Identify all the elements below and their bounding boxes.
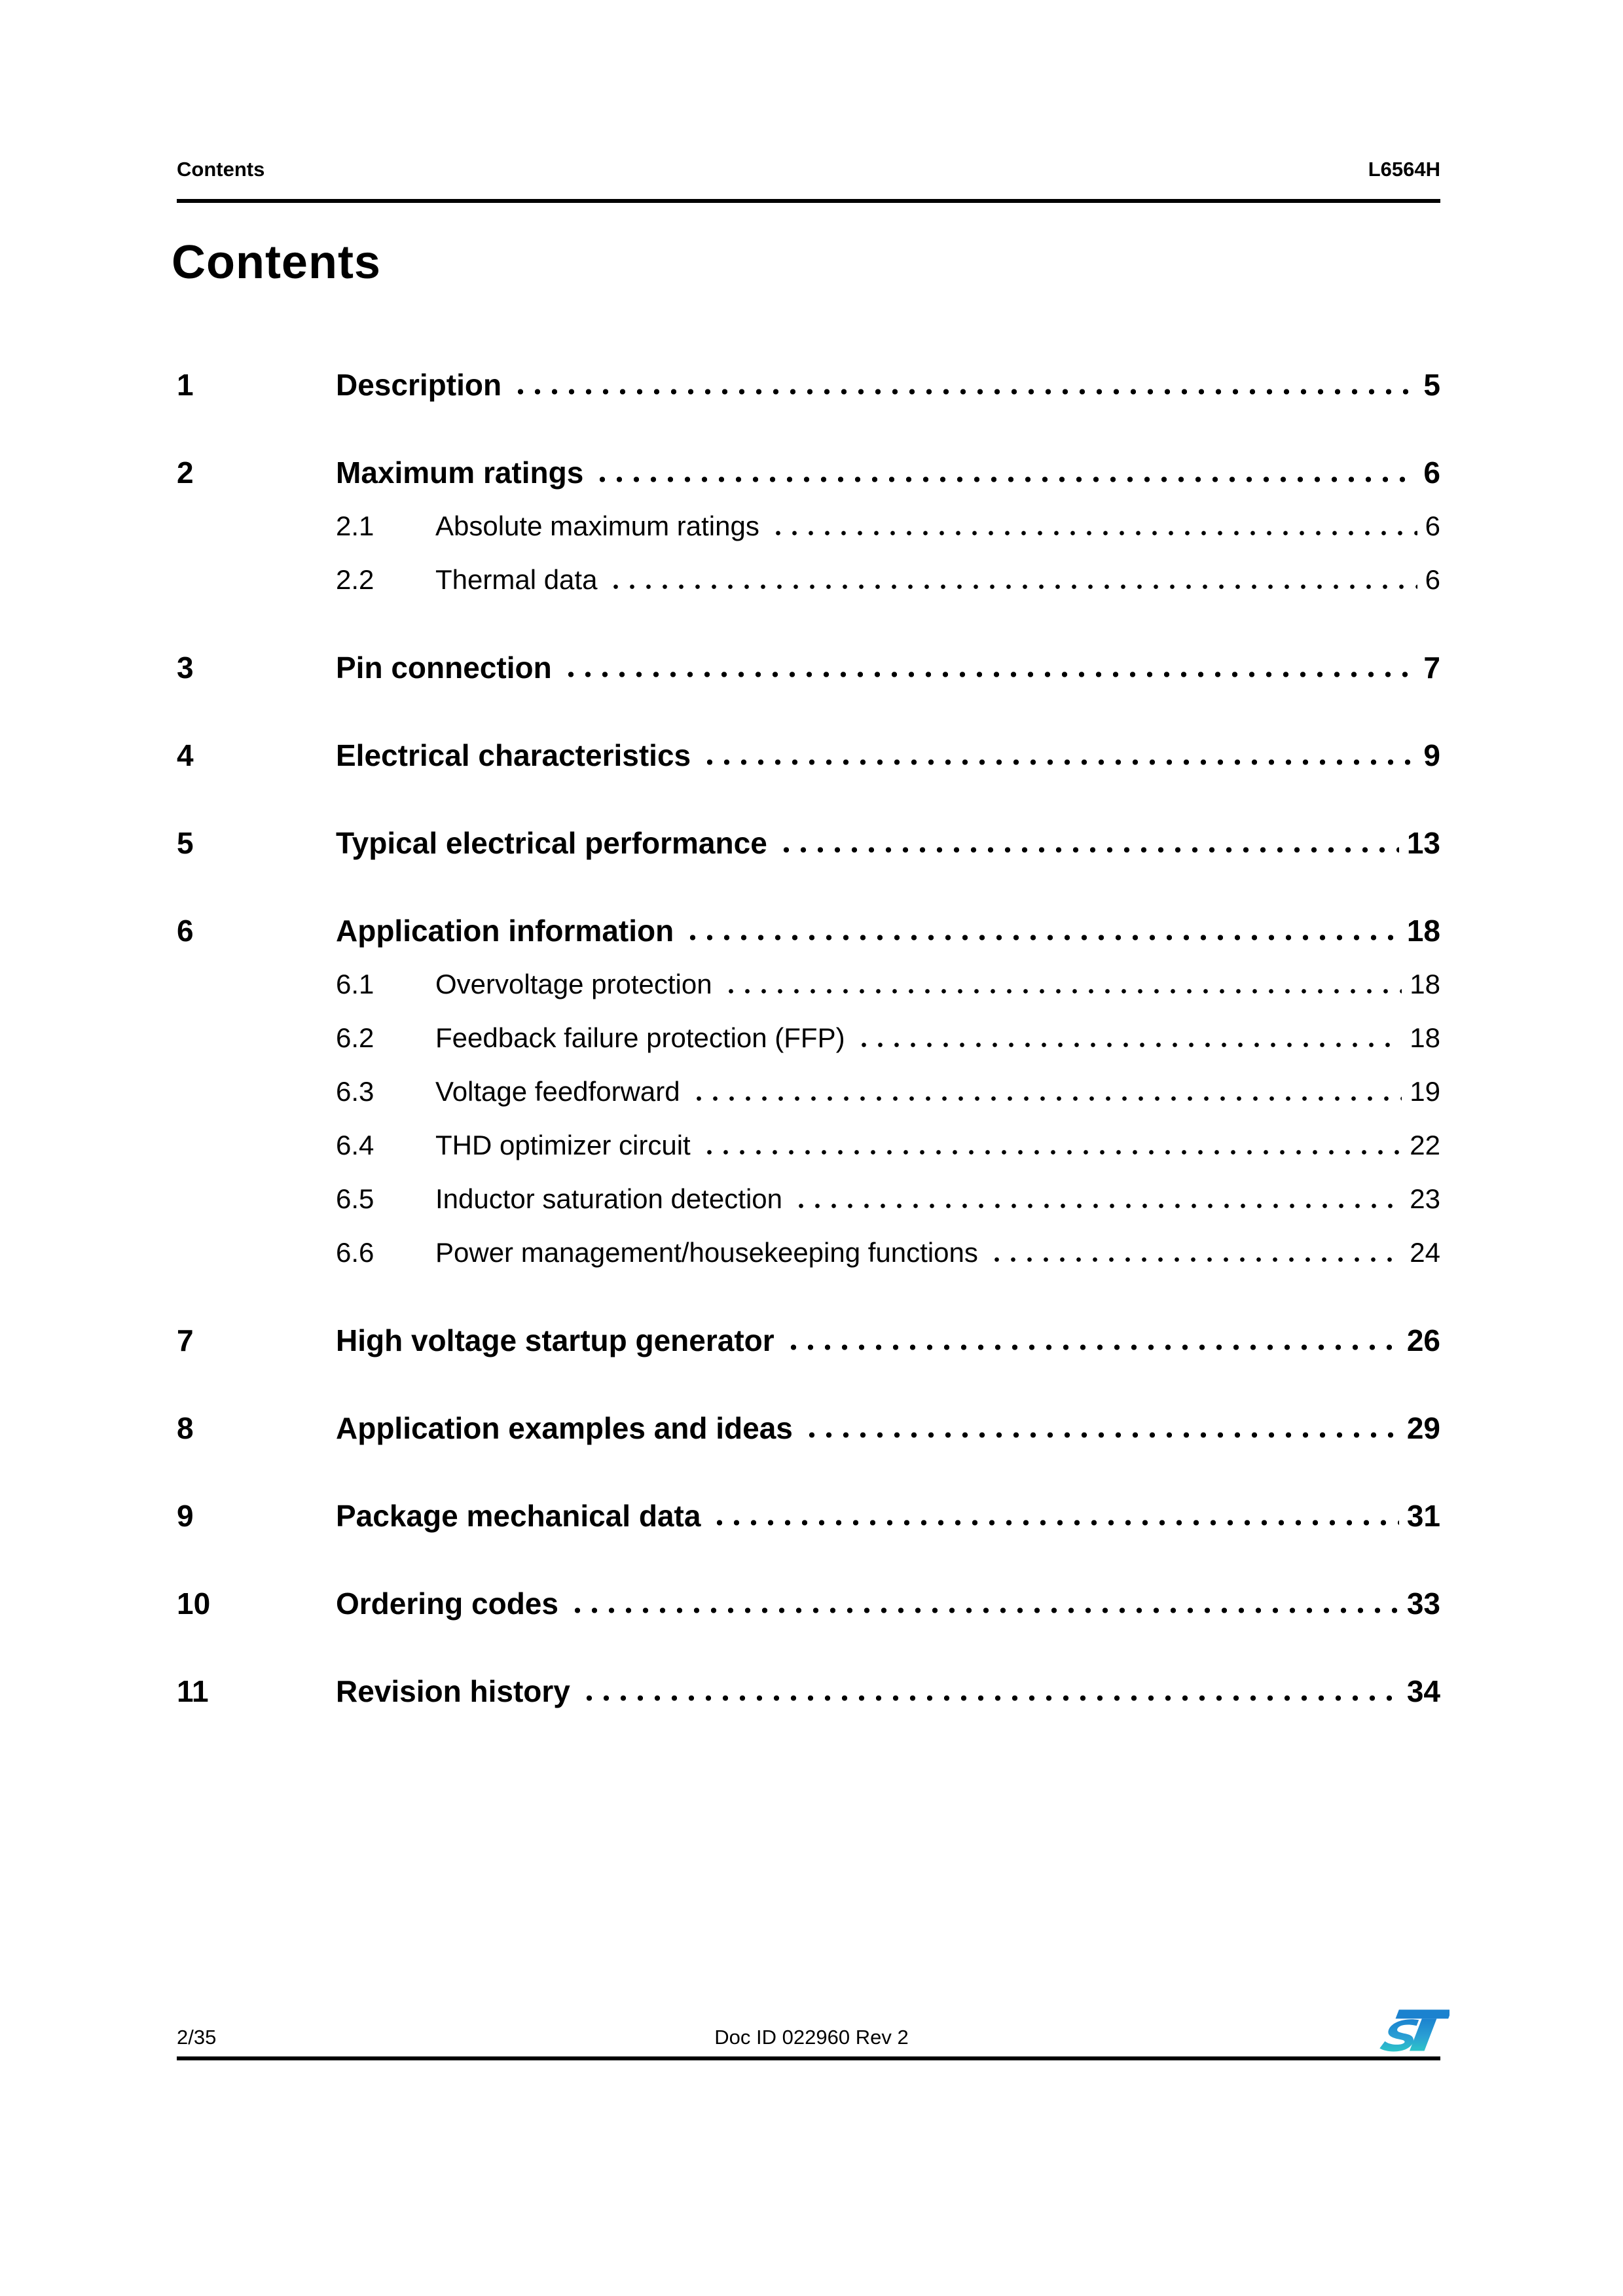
toc-entry-page: 18 (1406, 914, 1440, 948)
toc-entry-number: 2.1 (336, 511, 374, 541)
toc-entry-number: 8 (177, 1411, 194, 1445)
toc-entry-title: Ordering codes (336, 1587, 558, 1621)
toc-entry-number: 6.5 (336, 1183, 374, 1214)
toc-entry-page: 18 (1410, 1022, 1440, 1053)
page-title: Contents (172, 236, 381, 289)
toc-entry-page: 33 (1406, 1587, 1440, 1621)
toc-entry-number: 2 (177, 456, 194, 490)
toc-entry-page: 26 (1406, 1323, 1440, 1357)
toc-entry-page: 18 (1410, 969, 1440, 999)
toc-entry-page: 6 (1425, 564, 1440, 595)
toc-entry-title: Voltage feedforward (435, 1076, 680, 1107)
st-logo-graphic (1375, 2007, 1450, 2054)
toc-entry-title: Overvoltage protection (435, 969, 712, 999)
toc-entry-number: 5 (177, 826, 194, 860)
toc-entry-number: 6.2 (336, 1022, 374, 1053)
st-logo (1375, 2007, 1450, 2054)
toc-entry-title: Description (336, 368, 502, 402)
toc-entry-title: Maximum ratings (336, 456, 584, 490)
toc-entry-page: 9 (1423, 738, 1440, 772)
toc-entry-number: 11 (177, 1674, 209, 1708)
toc-entry-title: Application information (336, 914, 674, 948)
toc-entry-number: 6.6 (336, 1237, 374, 1268)
toc-entry-title: Thermal data (435, 564, 598, 595)
toc-entry-title: Application examples and ideas (336, 1411, 793, 1445)
toc-entry-page: 31 (1406, 1499, 1440, 1533)
toc-entry-number: 6.1 (336, 969, 374, 999)
toc-entry-title: Absolute maximum ratings (435, 511, 759, 541)
header-section-label: Contents (177, 158, 265, 181)
footer-doc-id: Doc ID 022960 Rev 2 (714, 2026, 909, 2049)
toc-entry-page: 13 (1406, 826, 1440, 860)
toc-entry-page: 19 (1410, 1076, 1440, 1107)
toc-entry-number: 7 (177, 1323, 194, 1357)
toc-entry-number: 6.3 (336, 1076, 374, 1107)
toc-entry-title: Package mechanical data (336, 1499, 701, 1533)
toc-entry-number: 10 (177, 1587, 211, 1621)
toc-entry-title: Typical electrical performance (336, 826, 767, 860)
toc-entry-number: 6 (177, 914, 194, 948)
toc-entry-page: 7 (1423, 651, 1440, 685)
footer-page-indicator: 2/35 (177, 2026, 217, 2049)
toc-entry-title: THD optimizer circuit (435, 1130, 691, 1160)
toc-entry-number: 4 (177, 738, 194, 772)
toc-entry-page: 34 (1406, 1674, 1440, 1708)
toc-entry-title: High voltage startup generator (336, 1323, 775, 1357)
toc-entry-page: 29 (1406, 1411, 1440, 1445)
toc-entry-title: Power management/housekeeping functions (435, 1237, 978, 1268)
toc-entry-page: 6 (1425, 511, 1440, 541)
toc-entry-title: Electrical characteristics (336, 738, 691, 772)
header-product-label: L6564H (1368, 158, 1440, 181)
toc-entry-page: 24 (1410, 1237, 1440, 1268)
toc-entry-page: 22 (1410, 1130, 1440, 1160)
toc-entry-page: 23 (1410, 1183, 1440, 1214)
toc-entry-number: 6.4 (336, 1130, 374, 1160)
toc-entry-number: 3 (177, 651, 194, 685)
toc-entry-title: Inductor saturation detection (435, 1183, 783, 1214)
toc-entry-number: 2.2 (336, 564, 374, 595)
toc-entry-page: 6 (1423, 456, 1440, 490)
toc-entry-title: Pin connection (336, 651, 552, 685)
toc-entry-title: Feedback failure protection (FFP) (435, 1022, 845, 1053)
toc-entry-page: 5 (1423, 368, 1440, 402)
toc-entry-number: 9 (177, 1499, 194, 1533)
footer-rule (177, 2056, 1440, 2060)
toc-entry-number: 1 (177, 368, 194, 402)
toc-entry-title: Revision history (336, 1674, 570, 1708)
